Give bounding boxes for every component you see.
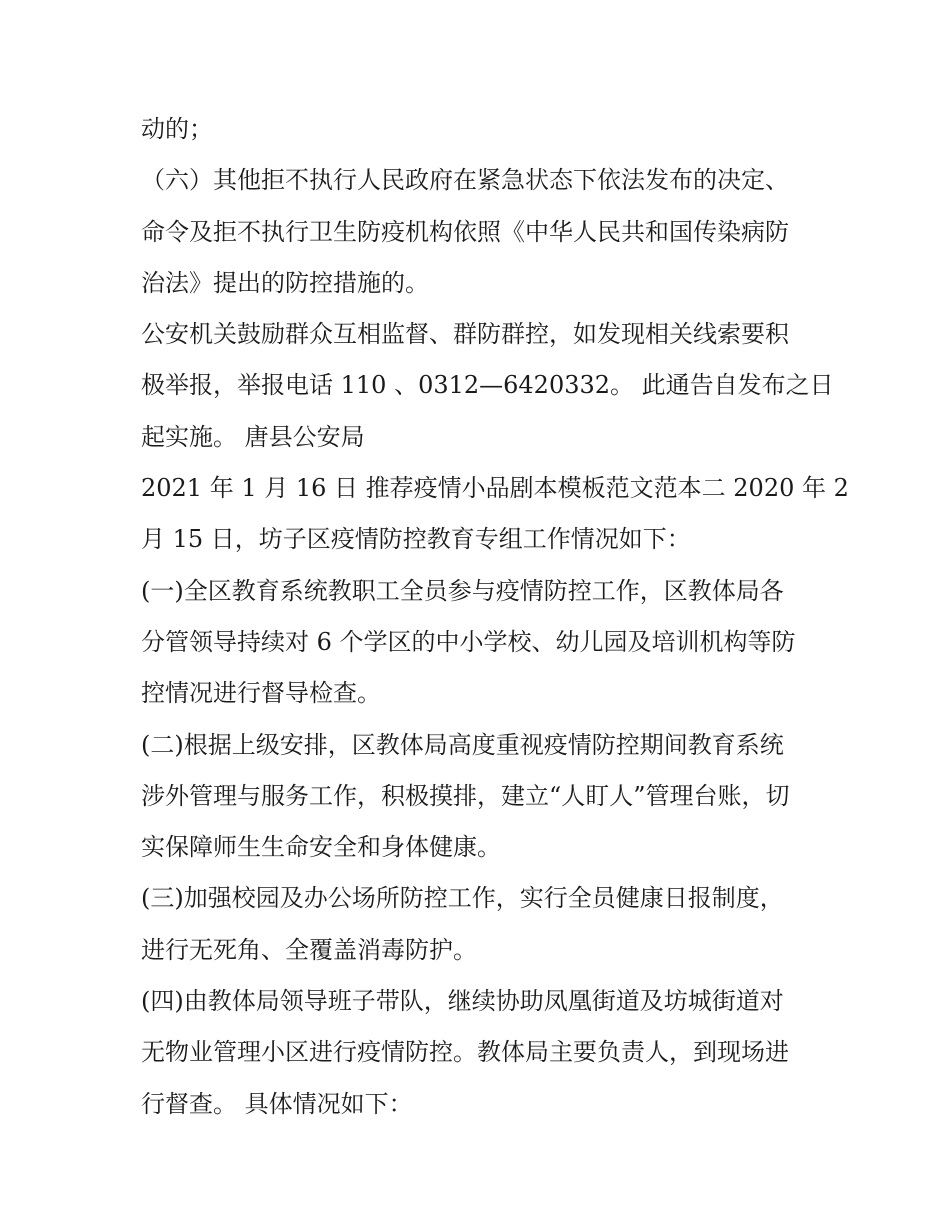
text-line: 极举报，举报电话 110 、0312—6420332。 此通告自发布之日 (141, 371, 834, 400)
text-line: 2021 年 1 月 16 日 推荐疫情小品剧本模板范文范本二 2020 年 2 (141, 474, 849, 503)
text-line: 进行无死角、全覆盖消毒防护。 (141, 935, 477, 964)
text-line: 实保障师生生命安全和身体健康。 (141, 833, 501, 862)
text-line: (四)由教体局领导班子带队，继续协助凤凰街道及坊城街道对 (141, 987, 784, 1016)
document-body (141, 104, 849, 1130)
text-line: (一)全区教育系统教职工全员参与疫情防控工作，区教体局各 (141, 576, 784, 605)
text-line: 治法》提出的防控措施的。 (141, 268, 429, 297)
text-line: 分管领导持续对 6 个学区的中小学校、幼儿园及培训机构等防 (141, 627, 796, 656)
text-line: 命令及拒不执行卫生防疫机构依照《中华人民共和国传染病防 (141, 217, 789, 246)
text-line: 无物业管理小区进行疫情防控。教体局主要负责人，到现场进 (141, 1038, 789, 1067)
text-line: 起实施。 唐县公安局 (141, 422, 365, 451)
text-line: 行督查。 具体情况如下： (141, 1089, 413, 1118)
text-line: 公安机关鼓励群众互相监督、群防群控，如发现相关线索要积 (141, 320, 789, 349)
text-line: （六）其他拒不执行人民政府在紧急状态下依法发布的决定、 (141, 166, 789, 195)
text-line: 月 15 日，坊子区疫情防控教育专组工作情况如下： (141, 525, 691, 554)
text-line: 涉外管理与服务工作，积极摸排，建立“人盯人”管理台账，切 (141, 781, 790, 810)
text-line: (二)根据上级安排，区教体局高度重视疫情防控期间教育系统 (141, 730, 784, 759)
text-line: (三)加强校园及办公场所防控工作，实行全员健康日报制度， (141, 884, 784, 913)
text-line: 控情况进行督导检查。 (141, 679, 381, 708)
text-line: 动的； (141, 115, 213, 143)
